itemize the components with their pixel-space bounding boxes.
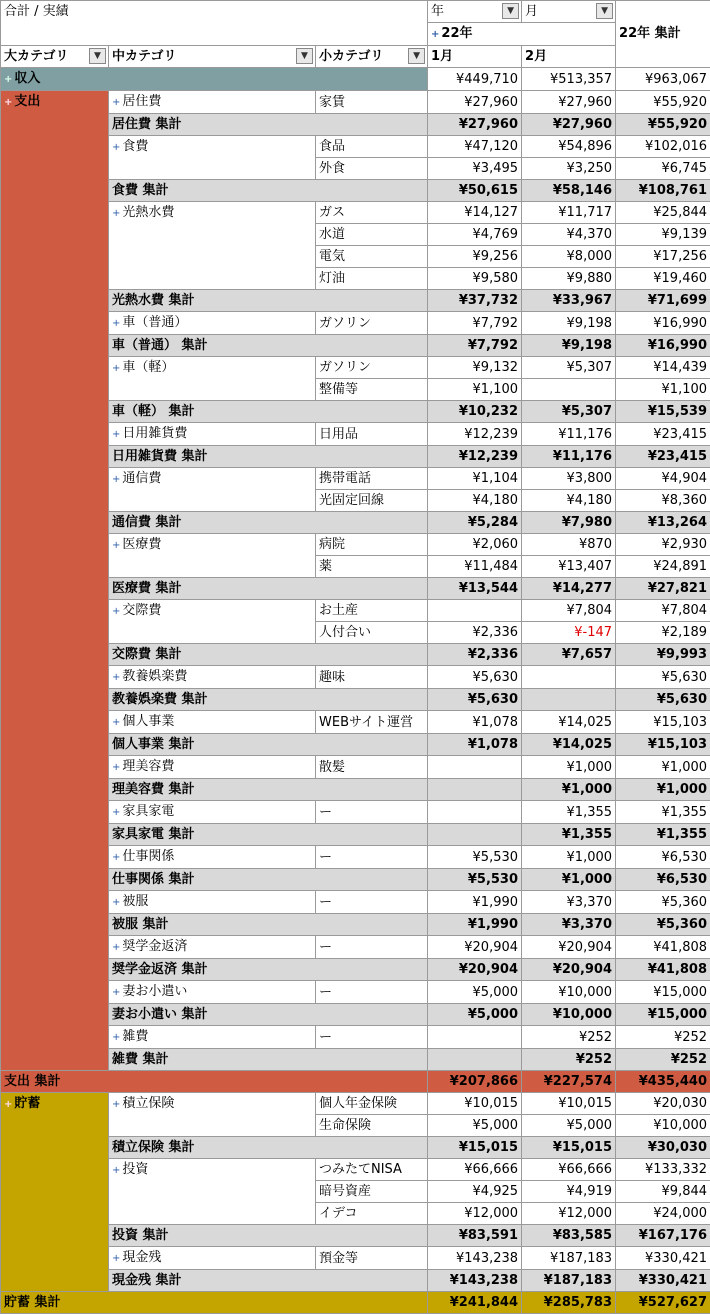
value-m2: ¥14,277 [522,578,616,600]
value-total: ¥102,016 [616,136,710,158]
filter-dropdown-icon[interactable]: ▼ [502,3,519,19]
value-m2 [522,689,616,711]
value-m1 [428,1026,522,1049]
value-m1: ¥2,060 [428,534,522,556]
minor-category-cell: ガソリン [316,312,428,335]
expand-icon[interactable]: + [112,942,120,953]
mid-category-cell[interactable]: + 奨学金返済 [109,936,316,959]
value-total: ¥15,000 [616,1004,710,1026]
minor-category-cell: 個人年金保険 [316,1093,428,1115]
value-m1: ¥7,792 [428,312,522,335]
value-m2: ¥58,146 [522,180,616,202]
value-total: ¥167,176 [616,1225,710,1247]
major-category-header[interactable]: 大カテゴリ ▼ [1,46,109,68]
value-m1: ¥15,015 [428,1137,522,1159]
value-m1: ¥9,256 [428,246,522,268]
subtotal-label: 教養娯楽費 集計 [109,689,428,711]
value-m1: ¥1,990 [428,914,522,936]
value-total: ¥25,844 [616,202,710,224]
expense-total-label: 支出 集計 [1,1071,428,1093]
value-m1: ¥5,630 [428,666,522,689]
mid-category-cell[interactable]: + 妻お小遣い [109,981,316,1004]
mid-category-cell[interactable]: + 被服 [109,891,316,914]
subtotal-label: 妻お小遣い 集計 [109,1004,428,1026]
value-m1: ¥5,530 [428,869,522,891]
value-total: ¥71,699 [616,290,710,312]
value-m2: ¥27,960 [522,91,616,114]
value-total: ¥14,439 [616,357,710,379]
value-total: ¥1,355 [616,824,710,846]
expense-total-row [1,1071,710,1093]
value-m1: ¥143,238 [428,1270,522,1292]
value-m2: ¥8,000 [522,246,616,268]
value-m2: ¥4,370 [522,224,616,246]
minor-category-cell: 生命保険 [316,1115,428,1137]
value-m1: ¥5,630 [428,689,522,711]
savings-category-label[interactable]: + 貯蓄 [1,1093,109,1292]
mid-category-cell[interactable]: + 光熱水費 [109,202,316,290]
value-m1: ¥66,666 [428,1159,522,1181]
subtotal-label: 個人事業 集計 [109,734,428,756]
expand-icon[interactable]: + [112,97,120,108]
expand-icon[interactable]: + [4,97,12,108]
value-m1 [428,824,522,846]
month-filter[interactable]: 月 ▼ [522,1,616,23]
savings-total-row [1,1292,710,1314]
value-m2: ¥7,804 [522,600,616,622]
minor-category-cell: 外食 [316,158,428,180]
minor-category-cell: ー [316,801,428,824]
minor-category-cell: つみたてNISA [316,1159,428,1181]
value-m2: ¥187,183 [522,1270,616,1292]
minor-category-cell: ー [316,936,428,959]
mid-category-cell[interactable]: + 家具家電 [109,801,316,824]
value-total: ¥55,920 [616,114,710,136]
value-total: ¥1,355 [616,801,710,824]
savings-total-label: 貯蓄 集計 [1,1292,428,1314]
value-m2: ¥11,176 [522,423,616,446]
minor-category-cell: 携帯電話 [316,468,428,490]
value-m1: ¥4,769 [428,224,522,246]
minor-category-cell: 暗号資産 [316,1181,428,1203]
value-m2: ¥11,717 [522,202,616,224]
minor-category-cell: 日用品 [316,423,428,446]
value-total: ¥2,930 [616,534,710,556]
value-m2: ¥870 [522,534,616,556]
value-m2: ¥83,585 [522,1225,616,1247]
minor-category-cell: 電気 [316,246,428,268]
minor-category-cell: 光固定回線 [316,490,428,512]
expand-icon[interactable]: + [112,318,120,329]
value-m2: ¥3,370 [522,914,616,936]
minor-category-cell: ー [316,846,428,869]
subtotal-label: 雑費 集計 [109,1049,428,1071]
value-m2: ¥20,904 [522,959,616,981]
expand-icon[interactable]: + [112,540,120,551]
minor-category-cell: 人付合い [316,622,428,644]
value-m1: ¥14,127 [428,202,522,224]
minor-category-cell: 家賃 [316,91,428,114]
subtotal-label: 医療費 集計 [109,578,428,600]
subtotal-label: 食費 集計 [109,180,428,202]
value-m2: ¥9,198 [522,335,616,357]
minor-category-cell: ー [316,1026,428,1049]
expand-icon[interactable]: + [112,852,120,863]
expand-icon[interactable]: + [4,1099,12,1110]
value-total: ¥1,100 [616,379,710,401]
value-m2: ¥513,357 [522,68,616,91]
subtotal-label: 通信費 集計 [109,512,428,534]
minor-category-header[interactable]: 小カテゴリ ▼ [316,46,428,68]
mid-category-cell[interactable]: + 日用雑貨費 [109,423,316,446]
value-total: ¥24,891 [616,556,710,578]
value-total: ¥27,821 [616,578,710,600]
value-total: ¥6,745 [616,158,710,180]
value-total: ¥252 [616,1026,710,1049]
value-total: ¥13,264 [616,512,710,534]
expand-icon[interactable]: + [112,474,120,485]
value-m2: ¥14,025 [522,711,616,734]
value-total: ¥23,415 [616,446,710,468]
mid-category-cell[interactable]: + 交際費 [109,600,316,644]
value-m2: ¥15,015 [522,1137,616,1159]
value-total: ¥5,360 [616,914,710,936]
value-m2: ¥5,307 [522,357,616,379]
expand-icon[interactable]: + [112,208,120,219]
mid-category-cell[interactable]: + 現金残 [109,1247,316,1270]
value-m1: ¥27,960 [428,91,522,114]
value-m2: ¥3,800 [522,468,616,490]
minor-category-cell: 病院 [316,534,428,556]
value-m1: ¥5,284 [428,512,522,534]
value-m1: ¥5,530 [428,846,522,869]
minor-category-cell: WEBサイト運営 [316,711,428,734]
expand-icon[interactable]: + [112,1099,120,1110]
value-m2 [522,666,616,689]
value-m1: ¥5,000 [428,1004,522,1026]
expand-icon[interactable]: + [112,142,120,153]
value-total: ¥5,630 [616,689,710,711]
value-m1: ¥37,732 [428,290,522,312]
value-m1: ¥1,100 [428,379,522,401]
value-m1: ¥2,336 [428,644,522,666]
value-total: ¥4,904 [616,468,710,490]
value-m1: ¥9,132 [428,357,522,379]
value-total: ¥6,530 [616,846,710,869]
subtotal-label: 車（普通） 集計 [109,335,428,357]
value-m1: ¥2,336 [428,622,522,644]
value-m1: ¥27,960 [428,114,522,136]
value-total: ¥5,630 [616,666,710,689]
subtotal-label: 日用雑貨費 集計 [109,446,428,468]
value-m2: ¥7,980 [522,512,616,534]
value-total: ¥41,808 [616,959,710,981]
value-m2: ¥252 [522,1026,616,1049]
value-m2: ¥11,176 [522,446,616,468]
value-total: ¥9,993 [616,644,710,666]
value-m2 [522,379,616,401]
minor-category-cell: 食品 [316,136,428,158]
value-m2: ¥13,407 [522,556,616,578]
value-m2: ¥20,904 [522,936,616,959]
value-m2: ¥3,370 [522,891,616,914]
value-total_m2: ¥285,783 [522,1292,616,1314]
subtotal-label: 光熱水費 集計 [109,290,428,312]
value-m2: ¥5,000 [522,1115,616,1137]
value-total: ¥1,000 [616,756,710,779]
mid-category-cell[interactable]: + 仕事関係 [109,846,316,869]
subtotal-label: 家具家電 集計 [109,824,428,846]
value-total: ¥108,761 [616,180,710,202]
value-m1 [428,801,522,824]
value-total: ¥20,030 [616,1093,710,1115]
expand-icon[interactable]: + [112,672,120,683]
expand-icon[interactable]: + [112,897,120,908]
value-m1 [428,600,522,622]
value-m1: ¥12,239 [428,446,522,468]
value-m1 [428,779,522,801]
value-m2: ¥14,025 [522,734,616,756]
value-m1: ¥50,615 [428,180,522,202]
value-m2: ¥1,000 [522,779,616,801]
year-filter[interactable]: 年 ▼ [428,1,522,23]
value-total: ¥330,421 [616,1270,710,1292]
subtotal-label: 現金残 集計 [109,1270,428,1292]
value-m1: ¥13,544 [428,578,522,600]
value-m2: ¥9,198 [522,312,616,335]
value-total: ¥16,990 [616,312,710,335]
value-total: ¥55,920 [616,91,710,114]
subtotal-label: 仕事関係 集計 [109,869,428,891]
minor-category-cell: 整備等 [316,379,428,401]
pivot-title: 合計 / 実績 [1,1,428,46]
minor-category-cell: 水道 [316,224,428,246]
minor-category-cell: ガソリン [316,357,428,379]
minor-category-cell: 趣味 [316,666,428,689]
mid-category-cell[interactable]: + 車（普通） [109,312,316,335]
filter-dropdown-icon[interactable]: ▼ [296,48,313,64]
value-total: ¥9,139 [616,224,710,246]
expand-icon[interactable]: + [112,987,120,998]
value-m2: ¥12,000 [522,1203,616,1225]
value-m2: ¥10,015 [522,1093,616,1115]
value-m2: ¥252 [522,1049,616,1071]
value-total: ¥2,189 [616,622,710,644]
value-m1: ¥4,180 [428,490,522,512]
value-m1: ¥20,904 [428,959,522,981]
mid-category-cell[interactable]: + 教養娯楽費 [109,666,316,689]
header-blank [616,1,710,23]
value-total: ¥1,000 [616,779,710,801]
value-total: ¥6,530 [616,869,710,891]
value-m1: ¥5,000 [428,1115,522,1137]
value-m2: ¥187,183 [522,1247,616,1270]
value-total_total: ¥527,627 [616,1292,710,1314]
filter-dropdown-icon[interactable]: ▼ [89,48,106,64]
expand-icon[interactable]: + [112,762,120,773]
value-total: ¥15,103 [616,734,710,756]
filter-dropdown-icon[interactable]: ▼ [408,48,425,64]
value-total: ¥5,360 [616,891,710,914]
value-total: ¥10,000 [616,1115,710,1137]
expand-icon[interactable]: + [112,807,120,818]
subtotal-label: 奨学金返済 集計 [109,959,428,981]
value-m1: ¥10,232 [428,401,522,423]
value-m2: ¥1,000 [522,846,616,869]
value-m1: ¥1,990 [428,891,522,914]
value-total: ¥330,421 [616,1247,710,1270]
value-m2: ¥4,180 [522,490,616,512]
mid-category-cell[interactable]: + 居住費 [109,91,316,114]
subtotal-label: 被服 集計 [109,914,428,936]
value-total: ¥16,990 [616,335,710,357]
value-m1: ¥12,239 [428,423,522,446]
mid-category-cell[interactable]: + 個人事業 [109,711,316,734]
expand-icon[interactable]: + [112,1165,120,1176]
value-m1: ¥9,580 [428,268,522,290]
value-m1 [428,756,522,779]
month-header-1: 1月 [428,46,522,68]
mid-category-header[interactable]: 中カテゴリ ▼ [109,46,316,68]
value-total: ¥15,000 [616,981,710,1004]
value-m1: ¥3,495 [428,158,522,180]
value-m1: ¥4,925 [428,1181,522,1203]
filter-dropdown-icon[interactable]: ▼ [596,3,613,19]
value-total: ¥15,103 [616,711,710,734]
value-m1: ¥449,710 [428,68,522,91]
expand-icon[interactable]: + [112,1032,120,1043]
value-total: ¥30,030 [616,1137,710,1159]
mid-category-cell[interactable]: + 雑費 [109,1026,316,1049]
value-m2: ¥1,000 [522,869,616,891]
year-group-header[interactable]: + 22年 [428,23,616,46]
expand-icon[interactable]: + [112,429,120,440]
subtotal-label: 投資 集計 [109,1225,428,1247]
value-total: ¥7,804 [616,600,710,622]
mid-category-cell[interactable]: + 投資 [109,1159,316,1225]
minor-category-cell: ガス [316,202,428,224]
expand-icon[interactable]: + [112,363,120,374]
expand-icon[interactable]: + [112,717,120,728]
value-total_m1: ¥241,844 [428,1292,522,1314]
value-m2: ¥10,000 [522,1004,616,1026]
value-m1: ¥5,000 [428,981,522,1004]
value-m1: ¥10,015 [428,1093,522,1115]
value-total: ¥24,000 [616,1203,710,1225]
value-m2: ¥10,000 [522,981,616,1004]
value-m2: ¥1,000 [522,756,616,779]
minor-category-cell: ー [316,891,428,914]
income-row-label[interactable]: + 収入 [1,68,428,91]
value-m1: ¥1,104 [428,468,522,490]
value-total: ¥15,539 [616,401,710,423]
mid-category-cell[interactable]: + 理美容費 [109,756,316,779]
value-m2: ¥9,880 [522,268,616,290]
value-m2: ¥7,657 [522,644,616,666]
minor-category-cell: お土産 [316,600,428,622]
mid-category-cell[interactable]: + 医療費 [109,534,316,578]
mid-category-cell[interactable]: + 食費 [109,136,316,180]
minor-category-cell: イデコ [316,1203,428,1225]
subtotal-label: 積立保険 集計 [109,1137,428,1159]
value-m1: ¥12,000 [428,1203,522,1225]
value-m1: ¥11,484 [428,556,522,578]
value-m1: ¥1,078 [428,711,522,734]
value-m1: ¥7,792 [428,335,522,357]
value-total: ¥17,256 [616,246,710,268]
value-m2: ¥27,960 [522,114,616,136]
minor-category-cell: ー [316,981,428,1004]
value-total: ¥19,460 [616,268,710,290]
value-total_m2: ¥227,574 [522,1071,616,1093]
expand-icon[interactable]: + [112,606,120,617]
expand-icon[interactable]: + [112,1253,120,1264]
value-total_total: ¥435,440 [616,1071,710,1093]
minor-category-cell: 預金等 [316,1247,428,1270]
minor-category-cell: 散髪 [316,756,428,779]
value-m1: ¥83,591 [428,1225,522,1247]
subtotal-label: 交際費 集計 [109,644,428,666]
value-m2: ¥5,307 [522,401,616,423]
value-m1: ¥1,078 [428,734,522,756]
value-total_m1: ¥207,866 [428,1071,522,1093]
expand-icon[interactable]: + [4,74,12,85]
value-m1: ¥20,904 [428,936,522,959]
expand-icon[interactable]: + [431,29,439,40]
value-m1: ¥47,120 [428,136,522,158]
mid-category-cell[interactable]: + 積立保険 [109,1093,316,1137]
value-m2: ¥1,355 [522,824,616,846]
expense-category-label[interactable]: + 支出 [1,91,109,1071]
mid-category-cell[interactable]: + 通信費 [109,468,316,512]
table-row [1,1093,710,1115]
value-m2: ¥33,967 [522,290,616,312]
value-m2: ¥1,355 [522,801,616,824]
subtotal-label: 居住費 集計 [109,114,428,136]
value-total: ¥252 [616,1049,710,1071]
minor-category-cell: 薬 [316,556,428,578]
value-total: ¥963,067 [616,68,710,91]
value-total: ¥8,360 [616,490,710,512]
mid-category-cell[interactable]: + 車（軽） [109,357,316,401]
value-total: ¥23,415 [616,423,710,446]
minor-category-cell: 灯油 [316,268,428,290]
value-m2: ¥4,919 [522,1181,616,1203]
value-m2: ¥-147 [522,622,616,644]
value-m1 [428,1049,522,1071]
value-m2: ¥3,250 [522,158,616,180]
value-m1: ¥143,238 [428,1247,522,1270]
value-total: ¥9,844 [616,1181,710,1203]
value-total: ¥41,808 [616,936,710,959]
value-m2: ¥54,896 [522,136,616,158]
table-row [1,91,710,114]
subtotal-label: 車（軽） 集計 [109,401,428,423]
year-total-header: 22年 集計 [616,23,710,68]
month-header-2: 2月 [522,46,616,68]
value-m2: ¥66,666 [522,1159,616,1181]
value-total: ¥133,332 [616,1159,710,1181]
subtotal-label: 理美容費 集計 [109,779,428,801]
